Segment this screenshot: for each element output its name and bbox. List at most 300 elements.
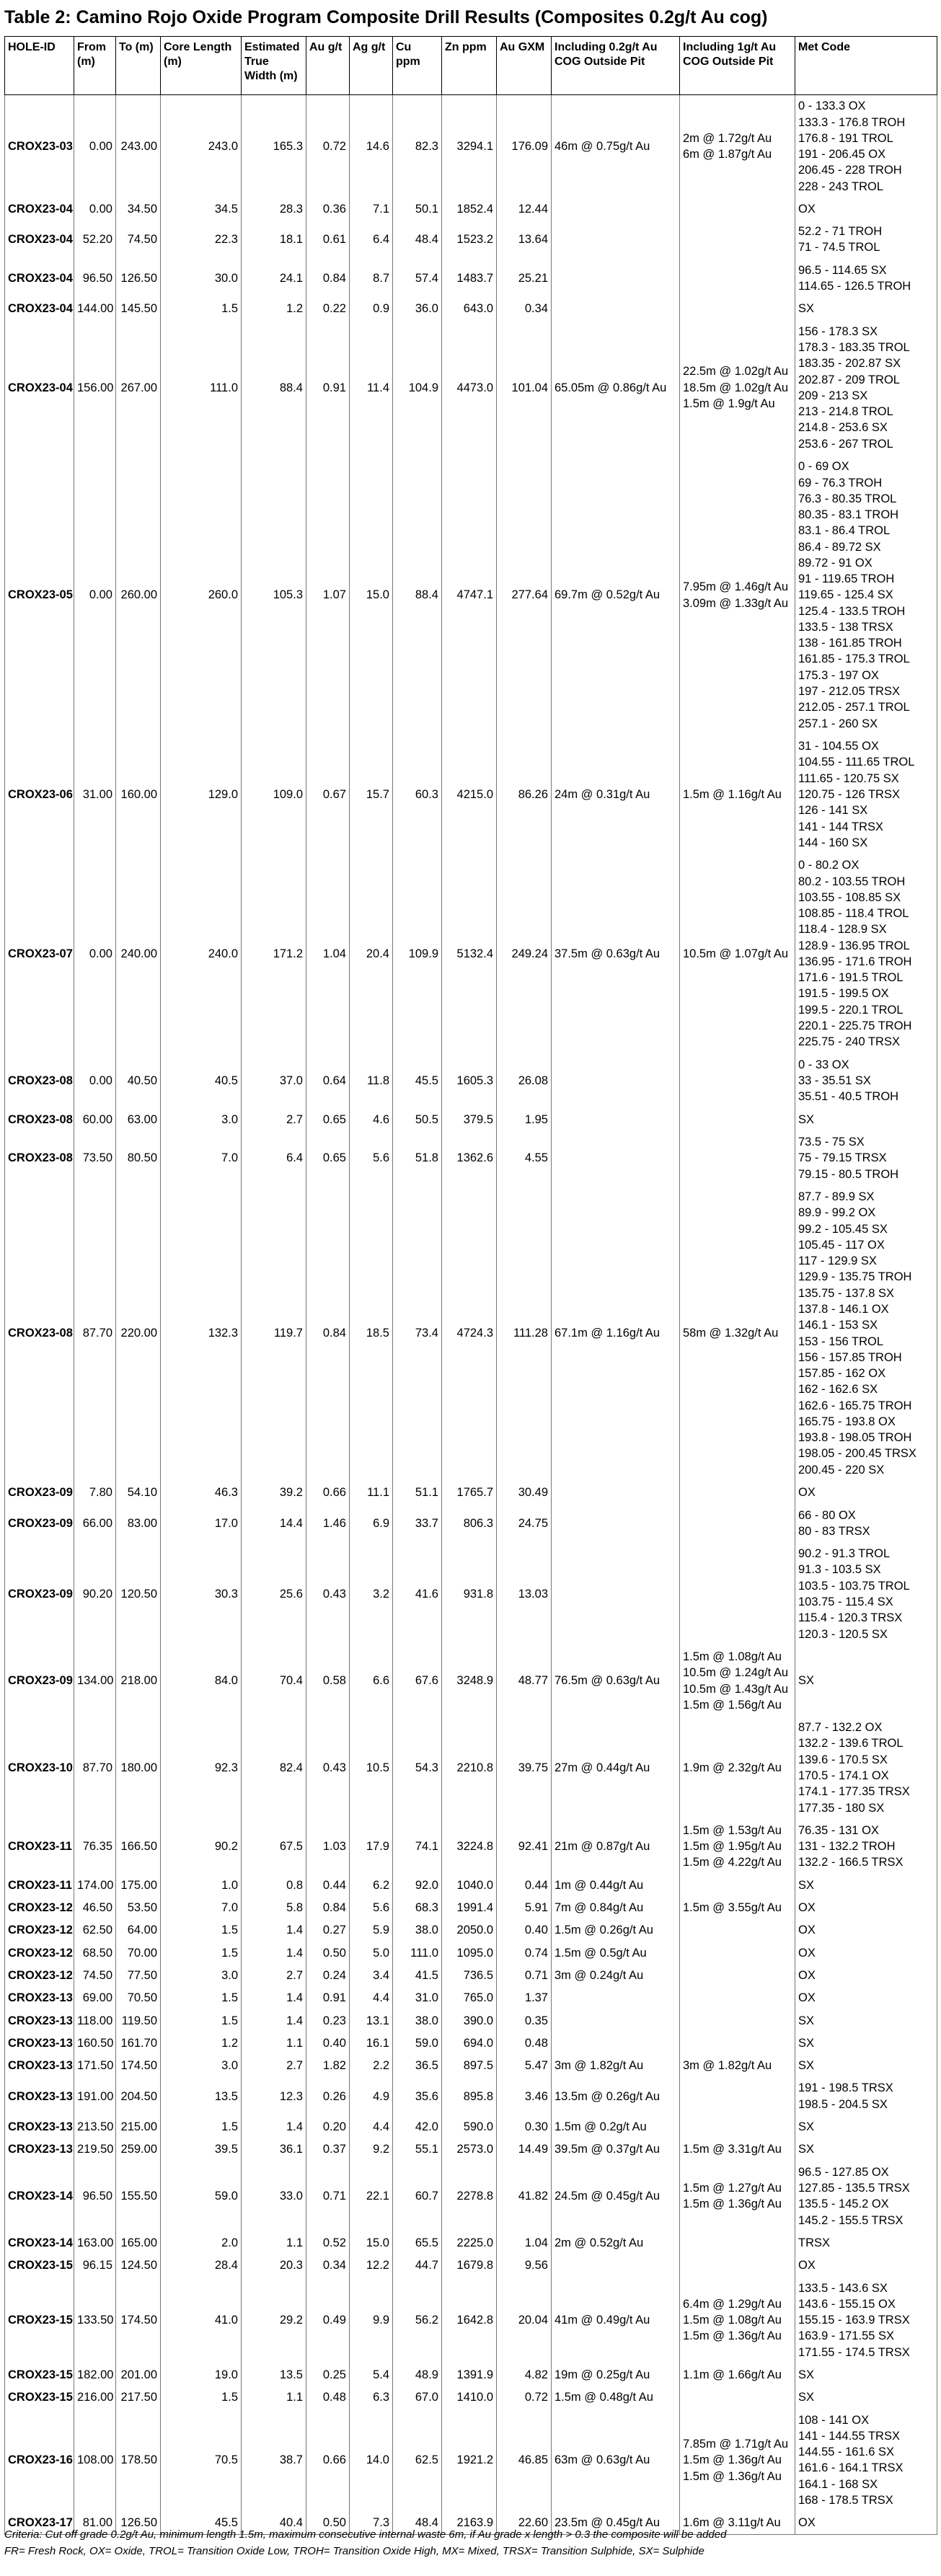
cell-au: 0.24: [306, 1964, 350, 1986]
cell-including-1-line: 6m @ 1.87g/t Au: [683, 148, 772, 161]
table-row: [5, 2409, 937, 2512]
cell-to: 217.50: [116, 2386, 161, 2409]
cell-met-code-line: 225.75 - 240 TRSX: [798, 1035, 900, 1049]
cell-au-gxm: 30.49: [497, 1482, 552, 1504]
cell-met-code: [795, 2009, 937, 2032]
cell-au-gxm: 0.72: [497, 2386, 552, 2409]
cell-hole-id: CROX23-12: [5, 1919, 74, 1942]
cell-true-width: 165.3: [242, 95, 306, 198]
table-row: [5, 320, 937, 455]
cell-au: 0.48: [306, 2386, 350, 2409]
cell-met-code: [795, 1897, 937, 1919]
cell-including-1: [680, 1053, 795, 1108]
cell-met-code-line: 141 - 144 TRSX: [798, 820, 884, 833]
cell-met-code-line: SX: [798, 302, 815, 316]
cell-met-code-line: 145.2 - 155.5 TRSX: [798, 2213, 904, 2227]
legend-note: FR= Fresh Rock, OX= Oxide, TROL= Transition Oxide Low, TROH= Transition Oxide High, MX= Mixed, TRSX= Transition Sulphide, SX= Sulphide: [4, 2544, 704, 2557]
cell-met-code-line: 162 - 162.6 SX: [798, 1383, 878, 1397]
cell-to: 70.50: [116, 1987, 161, 2009]
cell-core-length: 84.0: [161, 1645, 242, 1716]
cell-to: 64.00: [116, 1919, 161, 1942]
cell-met-code-line: 161.85 - 175.3 TROL: [798, 652, 910, 666]
cell-ag: 13.1: [350, 2009, 393, 2032]
cell-met-code-line: 137.8 - 146.1 OX: [798, 1302, 889, 1316]
cell-met-code-line: SX: [798, 2059, 815, 2073]
cell-au: 0.44: [306, 1874, 350, 1896]
cell-met-code: [795, 1942, 937, 1964]
cell-au: 0.65: [306, 1108, 350, 1130]
cell-met-code-line: 91 - 119.65 TROH: [798, 572, 895, 586]
cell-ag: 15.0: [350, 2231, 393, 2254]
cell-true-width: 0.8: [242, 1874, 306, 1896]
cell-including-1-line: 10.5m @ 1.07g/t Au: [683, 947, 789, 960]
cell-met-code-line: 206.45 - 228 TROH: [798, 164, 902, 177]
cell-met-code-line: 120.3 - 120.5 SX: [798, 1627, 888, 1641]
cell-core-length: 34.5: [161, 198, 242, 220]
cell-met-code-line: SX: [798, 2143, 815, 2156]
cell-met-code: [795, 2138, 937, 2161]
cell-met-code-line: 120.75 - 126 TRSX: [798, 787, 900, 801]
cell-including-1: [680, 1897, 795, 1919]
cell-hole-id: CROX23-09: [5, 1543, 74, 1646]
cell-from: 163.00: [74, 2231, 116, 2254]
cell-including-1: [680, 221, 795, 260]
cell-zn: 643.0: [442, 298, 497, 320]
cell-including-02-line: 24.5m @ 0.45g/t Au: [555, 2190, 661, 2203]
cell-met-code-line: 170.5 - 174.1 OX: [798, 1769, 889, 1782]
cell-met-code-line: 33 - 35.51 SX: [798, 1074, 871, 1088]
cell-ag: 3.4: [350, 1964, 393, 1986]
cell-from: 174.00: [74, 1874, 116, 1896]
cell-to: 126.50: [116, 2512, 161, 2534]
cell-to: 161.70: [116, 2032, 161, 2054]
cell-including-1: [680, 2231, 795, 2254]
cell-met-code-line: 144 - 160 SX: [798, 836, 868, 849]
cell-au-gxm: 0.71: [497, 1964, 552, 1986]
cell-including-1-line: 6.4m @ 1.29g/t Au: [683, 2297, 782, 2311]
cell-including-1: [680, 1482, 795, 1504]
cell-au: 0.58: [306, 1645, 350, 1716]
cell-cu: 65.5: [393, 2231, 442, 2254]
cell-ag: 17.9: [350, 1819, 393, 1874]
cell-to: 220.00: [116, 1185, 161, 1481]
table-row: [5, 2055, 937, 2077]
cell-met-code-line: 143.6 - 155.15 OX: [798, 2297, 896, 2311]
cell-met-code-line: 118.4 - 128.9 SX: [798, 923, 887, 937]
cell-au: 0.52: [306, 2231, 350, 2254]
cell-true-width: 2.7: [242, 2055, 306, 2077]
cell-from: 68.50: [74, 1942, 116, 1964]
cell-met-code: [795, 2254, 937, 2277]
cell-including-1: [680, 320, 795, 455]
cell-zn: 379.5: [442, 1108, 497, 1130]
cell-cu: 51.8: [393, 1130, 442, 1185]
cell-cu: 109.9: [393, 854, 442, 1054]
cell-met-code-line: 175.3 - 197 OX: [798, 668, 879, 682]
cell-including-02-line: 13.5m @ 0.26g/t Au: [555, 2089, 661, 2103]
cell-from: 87.70: [74, 1717, 116, 1820]
cell-hole-id: CROX23-04: [5, 320, 74, 455]
cell-met-code: [795, 1504, 937, 1543]
cell-cu: 60.7: [393, 2161, 442, 2231]
cell-met-code-line: 197 - 212.05 TRSX: [798, 684, 900, 698]
cell-met-code-line: OX: [798, 1946, 816, 1960]
cell-including-1: [680, 2116, 795, 2138]
cell-to: 174.50: [116, 2055, 161, 2077]
cell-met-code: [795, 854, 937, 1054]
cell-to: 204.50: [116, 2077, 161, 2116]
cell-cu: 44.7: [393, 2254, 442, 2277]
cell-to: 119.50: [116, 2009, 161, 2032]
cell-true-width: 38.7: [242, 2409, 306, 2512]
cell-core-length: 240.0: [161, 854, 242, 1054]
cell-including-02-line: 21m @ 0.87g/t Au: [555, 1840, 650, 1854]
cell-from: 62.50: [74, 1919, 116, 1942]
cell-au-gxm: 101.04: [497, 320, 552, 455]
cell-ag: 12.2: [350, 2254, 393, 2277]
cell-cu: 50.1: [393, 198, 442, 220]
cell-including-1: [680, 2077, 795, 2116]
cell-met-code-line: 89.9 - 99.2 OX: [798, 1206, 876, 1220]
cell-met-code-line: 103.55 - 108.85 SX: [798, 890, 901, 904]
cell-from: 118.00: [74, 2009, 116, 2032]
cell-met-code-line: 174.1 - 177.35 TRSX: [798, 1785, 910, 1799]
cell-true-width: 39.2: [242, 1482, 306, 1504]
cell-ag: 15.0: [350, 455, 393, 735]
cell-including-02-line: 67.1m @ 1.16g/t Au: [555, 1327, 661, 1340]
table-row: [5, 198, 937, 220]
cell-including-1: [680, 1942, 795, 1964]
cell-met-code: [795, 455, 937, 735]
header-met-code: Met Code: [795, 37, 937, 95]
table-row: [5, 1543, 937, 1646]
cell-including-1-line: 1.5m @ 1.36g/t Au: [683, 2453, 782, 2467]
cell-au: 0.66: [306, 2409, 350, 2512]
cell-including-02-line: 1.5m @ 0.5g/t Au: [555, 1946, 647, 1960]
cell-to: 201.00: [116, 2363, 161, 2386]
cell-cu: 60.3: [393, 735, 442, 854]
cell-met-code-line: 138 - 161.85 TROH: [798, 637, 902, 650]
cell-core-length: 40.5: [161, 1053, 242, 1108]
cell-met-code-line: 144.55 - 161.6 SX: [798, 2446, 895, 2459]
header-core-length: Core Length (m): [161, 37, 242, 95]
cell-hole-id: CROX23-13: [5, 2009, 74, 2032]
cell-au-gxm: 1.04: [497, 2231, 552, 2254]
cell-met-code: [795, 1645, 937, 1716]
header-including-1: Including 1g/t Au COG Outside Pit: [680, 37, 795, 95]
cell-including-02: [552, 95, 680, 198]
cell-from: 66.00: [74, 1504, 116, 1543]
cell-ag: 7.1: [350, 198, 393, 220]
cell-to: 259.00: [116, 2138, 161, 2161]
cell-true-width: 70.4: [242, 1645, 306, 1716]
cell-zn: 1765.7: [442, 1482, 497, 1504]
cell-met-code: [795, 1987, 937, 2009]
cell-met-code: [795, 320, 937, 455]
cell-ag: 15.7: [350, 735, 393, 854]
table-row: [5, 2231, 937, 2254]
cell-including-1: [680, 1543, 795, 1646]
cell-to: 34.50: [116, 198, 161, 220]
cell-including-1-line: 2m @ 1.72g/t Au: [683, 131, 772, 145]
cell-met-code-line: 156 - 178.3 SX: [798, 324, 878, 338]
cell-met-code-line: 156 - 157.85 TROH: [798, 1350, 902, 1364]
cell-true-width: 1.2: [242, 298, 306, 320]
cell-au-gxm: 5.91: [497, 1897, 552, 1919]
cell-au: 0.50: [306, 2512, 350, 2534]
cell-met-code-line: TRSX: [798, 2236, 831, 2249]
cell-met-code: [795, 2077, 937, 2116]
cell-including-02: [552, 455, 680, 735]
cell-ag: 7.3: [350, 2512, 393, 2534]
cell-including-02: [552, 2386, 680, 2409]
cell-to: 218.00: [116, 1645, 161, 1716]
cell-core-length: 70.5: [161, 2409, 242, 2512]
cell-au: 0.84: [306, 1185, 350, 1481]
cell-including-1: [680, 2032, 795, 2054]
cell-including-02-line: 3m @ 0.24g/t Au: [555, 1968, 644, 1982]
cell-zn: 3224.8: [442, 1819, 497, 1874]
cell-true-width: 67.5: [242, 1819, 306, 1874]
cell-ag: 11.1: [350, 1482, 393, 1504]
cell-cu: 57.4: [393, 259, 442, 298]
cell-au: 0.27: [306, 1919, 350, 1942]
cell-met-code: [795, 2116, 937, 2138]
cell-true-width: 119.7: [242, 1185, 306, 1481]
cell-cu: 50.5: [393, 1108, 442, 1130]
cell-including-02: [552, 298, 680, 320]
cell-zn: 4747.1: [442, 455, 497, 735]
cell-met-code: [795, 2277, 937, 2364]
cell-including-02-line: 37.5m @ 0.63g/t Au: [555, 947, 661, 960]
cell-met-code-line: 52.2 - 71 TROH: [798, 225, 883, 239]
cell-au-gxm: 14.49: [497, 2138, 552, 2161]
cell-true-width: 1.4: [242, 1942, 306, 1964]
cell-ag: 10.5: [350, 1717, 393, 1820]
cell-au-gxm: 9.56: [497, 2254, 552, 2277]
cell-including-02-line: 19m @ 0.25g/t Au: [555, 2368, 650, 2381]
cell-core-length: 111.0: [161, 320, 242, 455]
cell-au: 0.40: [306, 2032, 350, 2054]
cell-core-length: 92.3: [161, 1717, 242, 1820]
cell-from: 133.50: [74, 2277, 116, 2364]
cell-core-length: 3.0: [161, 2055, 242, 2077]
cell-hole-id: CROX23-05: [5, 455, 74, 735]
header-au: Au g/t: [306, 37, 350, 95]
cell-including-02-line: 1m @ 0.44g/t Au: [555, 1878, 644, 1892]
cell-true-width: 25.6: [242, 1543, 306, 1646]
cell-zn: 1852.4: [442, 198, 497, 220]
cell-core-length: 17.0: [161, 1504, 242, 1543]
cell-met-code-line: SX: [798, 1674, 815, 1688]
cell-ag: 4.9: [350, 2077, 393, 2116]
cell-met-code: [795, 735, 937, 854]
cell-met-code-line: 161.6 - 164.1 TRSX: [798, 2461, 904, 2475]
cell-including-02: [552, 2055, 680, 2077]
cell-met-code-line: 162.6 - 165.75 TROH: [798, 1399, 912, 1412]
cell-including-02: [552, 735, 680, 854]
cell-core-length: 30.3: [161, 1543, 242, 1646]
cell-core-length: 1.5: [161, 1987, 242, 2009]
cell-met-code-line: SX: [798, 2014, 815, 2027]
cell-including-1-line: 10.5m @ 1.24g/t Au: [683, 1666, 789, 1680]
cell-including-1: [680, 298, 795, 320]
cell-met-code-line: 220.1 - 225.75 TROH: [798, 1019, 912, 1033]
cell-core-length: 7.0: [161, 1897, 242, 1919]
cell-from: 144.00: [74, 298, 116, 320]
cell-core-length: 46.3: [161, 1482, 242, 1504]
cell-ag: 4.4: [350, 1987, 393, 2009]
cell-including-02: [552, 1053, 680, 1108]
cell-including-02: [552, 1717, 680, 1820]
cell-zn: 4215.0: [442, 735, 497, 854]
cell-including-02-line: 27m @ 0.44g/t Au: [555, 1761, 650, 1774]
cell-from: 0.00: [74, 1053, 116, 1108]
cell-met-code-line: 214.8 - 253.6 SX: [798, 421, 888, 435]
cell-hole-id: CROX23-13: [5, 2077, 74, 2116]
cell-including-1-line: 1.5m @ 1.27g/t Au: [683, 2181, 782, 2195]
cell-met-code-line: 96.5 - 114.65 SX: [798, 263, 887, 277]
cell-met-code: [795, 1874, 937, 1896]
cell-from: 60.00: [74, 1108, 116, 1130]
cell-including-1: [680, 1645, 795, 1716]
header-cu: Cu ppm: [393, 37, 442, 95]
cell-zn: 2163.9: [442, 2512, 497, 2534]
cell-including-1: [680, 2386, 795, 2409]
cell-to: 74.50: [116, 221, 161, 260]
cell-zn: 2050.0: [442, 1919, 497, 1942]
cell-hole-id: CROX23-15: [5, 2386, 74, 2409]
cell-including-1-line: 3.09m @ 1.33g/t Au: [683, 596, 789, 610]
cell-ag: 18.5: [350, 1185, 393, 1481]
cell-including-02-line: 39.5m @ 0.37g/t Au: [555, 2143, 661, 2156]
cell-hole-id: CROX23-11: [5, 1874, 74, 1896]
cell-including-1: [680, 1919, 795, 1942]
cell-including-02-line: 2m @ 0.52g/t Au: [555, 2236, 644, 2249]
cell-true-width: 1.1: [242, 2231, 306, 2254]
header-hole-id: HOLE-ID: [5, 37, 74, 95]
table-row: [5, 1645, 937, 1716]
cell-au-gxm: 13.03: [497, 1543, 552, 1646]
table-row: [5, 2277, 937, 2364]
table-row: [5, 2116, 937, 2138]
header-from: From (m): [74, 37, 116, 95]
cell-including-02-line: 69.7m @ 0.52g/t Au: [555, 588, 661, 602]
table-row: [5, 1130, 937, 1185]
cell-core-length: 28.4: [161, 2254, 242, 2277]
cell-met-code-line: 111.65 - 120.75 SX: [798, 771, 899, 785]
cell-including-1: [680, 2161, 795, 2231]
cell-au: 0.67: [306, 735, 350, 854]
cell-au-gxm: 176.09: [497, 95, 552, 198]
cell-from: 76.35: [74, 1819, 116, 1874]
cell-including-1-line: 1.5m @ 1.16g/t Au: [683, 787, 782, 801]
cell-core-length: 19.0: [161, 2363, 242, 2386]
cell-including-1: [680, 2138, 795, 2161]
cell-including-02: [552, 1108, 680, 1130]
cell-core-length: 7.0: [161, 1130, 242, 1185]
cell-from: 0.00: [74, 198, 116, 220]
cell-met-code-line: 191.5 - 199.5 OX: [798, 987, 889, 1001]
cell-met-code-line: 0 - 33 OX: [798, 1058, 849, 1071]
cell-including-1-line: 1.5m @ 3.31g/t Au: [683, 2143, 782, 2156]
cell-au-gxm: 111.28: [497, 1185, 552, 1481]
cell-met-code-line: SX: [798, 2368, 815, 2381]
cell-hole-id: CROX23-03: [5, 95, 74, 198]
cell-ag: 3.2: [350, 1543, 393, 1646]
cell-from: 52.20: [74, 221, 116, 260]
cell-au-gxm: 0.48: [497, 2032, 552, 2054]
cell-met-code-line: 228 - 243 TROL: [798, 180, 884, 193]
results-table: [4, 36, 937, 2535]
cell-met-code: [795, 2512, 937, 2534]
cell-hole-id: CROX23-04: [5, 221, 74, 260]
cell-hole-id: CROX23-16: [5, 2409, 74, 2512]
table-body: [5, 95, 937, 2535]
cell-met-code: [795, 2386, 937, 2409]
cell-from: 182.00: [74, 2363, 116, 2386]
cell-true-width: 1.4: [242, 2009, 306, 2032]
cell-met-code-line: 213 - 214.8 TROL: [798, 405, 893, 419]
cell-true-width: 40.4: [242, 2512, 306, 2534]
cell-including-1-line: 3m @ 1.82g/t Au: [683, 2059, 772, 2073]
cell-cu: 62.5: [393, 2409, 442, 2512]
cell-ag: 8.7: [350, 259, 393, 298]
cell-met-code-line: 96.5 - 127.85 OX: [798, 2165, 889, 2179]
cell-including-1: [680, 2277, 795, 2364]
cell-zn: 1362.6: [442, 1130, 497, 1185]
table-row: [5, 2363, 937, 2386]
cell-to: 240.00: [116, 854, 161, 1054]
cell-including-02: [552, 1897, 680, 1919]
cell-core-length: 243.0: [161, 95, 242, 198]
cell-met-code: [795, 1919, 937, 1942]
cell-met-code-line: 76.3 - 80.35 TROL: [798, 492, 897, 505]
cell-hole-id: CROX23-13: [5, 2116, 74, 2138]
cell-au: 0.43: [306, 1543, 350, 1646]
cell-including-02: [552, 2254, 680, 2277]
cell-au: 0.50: [306, 1942, 350, 1964]
criteria-note: Criteria: Cut off grade 0.2g/t Au, minimum length 1.5m, maximum consecutive internal waste 6m, if Au grade x length > 0.3 the composite will be added: [4, 2528, 727, 2541]
cell-au-gxm: 24.75: [497, 1504, 552, 1543]
cell-true-width: 2.7: [242, 1108, 306, 1130]
cell-including-1-line: 1.5m @ 1.9g/t Au: [683, 397, 775, 410]
cell-met-code-line: 115.4 - 120.3 TRSX: [798, 1611, 903, 1625]
cell-from: 81.00: [74, 2512, 116, 2534]
cell-to: 145.50: [116, 298, 161, 320]
cell-to: 166.50: [116, 1819, 161, 1874]
cell-true-width: 18.1: [242, 221, 306, 260]
cell-ag: 6.4: [350, 221, 393, 260]
cell-zn: 1410.0: [442, 2386, 497, 2409]
cell-hole-id: CROX23-10: [5, 1717, 74, 1820]
cell-to: 215.00: [116, 2116, 161, 2138]
cell-hole-id: CROX23-17: [5, 2512, 74, 2534]
cell-met-code-line: 191 - 198.5 TRSX: [798, 2081, 893, 2095]
cell-met-code-line: OX: [798, 1968, 816, 1982]
cell-hole-id: CROX23-08: [5, 1053, 74, 1108]
cell-from: 0.00: [74, 455, 116, 735]
cell-met-code: [795, 1964, 937, 1986]
cell-met-code: [795, 1717, 937, 1820]
cell-au-gxm: 22.60: [497, 2512, 552, 2534]
table-header: [5, 37, 937, 95]
cell-met-code-line: 79.15 - 80.5 TROH: [798, 1167, 899, 1181]
cell-met-code-line: 132.2 - 139.6 TROL: [798, 1737, 904, 1750]
cell-zn: 2278.8: [442, 2161, 497, 2231]
cell-met-code-line: 108.85 - 118.4 TROL: [798, 907, 909, 921]
cell-true-width: 1.1: [242, 2032, 306, 2054]
